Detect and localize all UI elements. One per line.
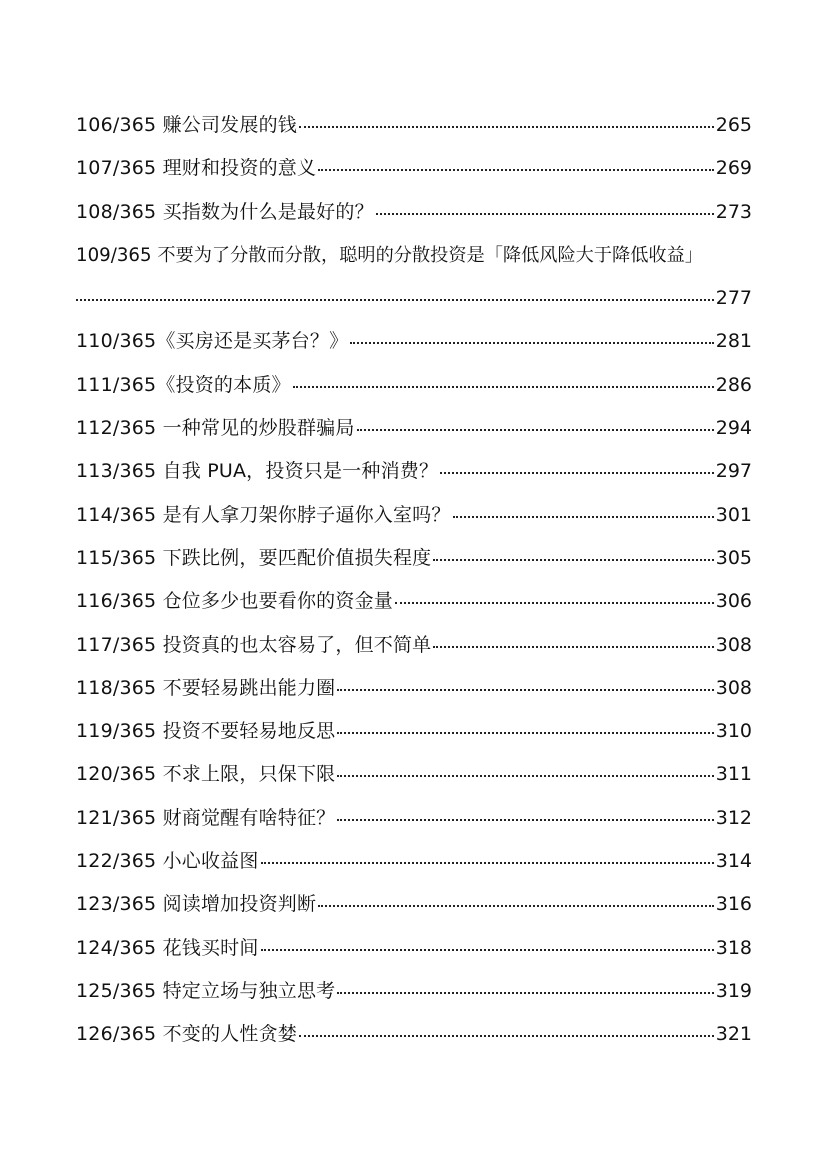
toc-entry[interactable] (76, 927, 752, 970)
dot-leader (337, 689, 713, 691)
toc-entry-title: 113/365 自我 PUA，投资只是一种消费？ (76, 460, 439, 483)
toc-entry[interactable] (76, 320, 752, 363)
dot-leader (357, 429, 714, 431)
dot-leader (299, 126, 714, 128)
toc-entry-title: 107/365 理财和投资的意义 (76, 157, 317, 180)
toc-entry[interactable] (76, 364, 752, 407)
dot-leader (293, 386, 714, 388)
toc-entry-title: 111/365《投资的本质》 (76, 373, 291, 396)
dot-leader (453, 516, 714, 518)
toc-entry-title: 126/365 不变的人性贪婪 (76, 1023, 297, 1046)
dot-leader (337, 992, 713, 994)
toc-entry-page: 316 (715, 893, 752, 916)
toc-entry-page: 294 (715, 417, 752, 440)
toc-entry[interactable] (76, 147, 752, 190)
toc-entry-title: 116/365 仓位多少也要看你的资金量 (76, 590, 393, 613)
toc-entry-page: 319 (715, 979, 752, 1002)
toc-entry-title: 110/365《买房还是买茅台？》 (76, 330, 349, 353)
toc-entry-wrapped[interactable] (76, 234, 752, 321)
dot-leader (318, 905, 714, 907)
toc-entry-title: 117/365 投资真的也太容易了，但不简单 (76, 633, 432, 656)
toc-entry-page: 308 (715, 676, 752, 699)
toc-entry-title: 123/365 阅读增加投资判断 (76, 893, 317, 916)
toc-entry-title: 121/365 财商觉醒有啥特征？ (76, 806, 336, 829)
toc-entry[interactable] (76, 624, 752, 667)
dot-leader (318, 169, 714, 171)
toc-entry[interactable] (76, 1013, 752, 1056)
toc-entry-page: 281 (715, 330, 752, 353)
toc-entry-title: 122/365 小心收益图 (76, 850, 259, 873)
toc-entry-title: 118/365 不要轻易跳出能力圈 (76, 676, 336, 699)
dot-leader (395, 602, 714, 604)
toc-entry-title: 119/365 投资不要轻易地反思 (76, 720, 336, 743)
dot-leader (337, 775, 713, 777)
toc-entry-title: 120/365 不求上限，只保下限 (76, 763, 336, 786)
toc-entry[interactable] (76, 407, 752, 450)
dot-leader (261, 862, 714, 864)
toc-entry-page: 301 (715, 503, 752, 526)
dot-leader (299, 1035, 714, 1037)
toc-entry-page: 312 (715, 806, 752, 829)
toc-entry-page: 305 (715, 546, 752, 569)
toc-entry-page: 286 (715, 373, 752, 396)
toc-entry-title: 115/365 下跌比例，要匹配价值损失程度 (76, 546, 432, 569)
toc-entry-page: 308 (715, 633, 752, 656)
toc-entry-title: 109/365 不要为了分散而分散，聪明的分散投资是「降低风险大于降低收益」 (76, 244, 703, 266)
dot-leader (261, 949, 714, 951)
toc-entry[interactable] (76, 797, 752, 840)
toc-entry[interactable] (76, 191, 752, 234)
toc-entry-page: 314 (715, 850, 752, 873)
table-of-contents (76, 104, 752, 1057)
toc-entry[interactable] (76, 580, 752, 623)
toc-entry-page: 277 (715, 287, 752, 310)
toc-entry[interactable] (76, 970, 752, 1013)
dot-leader (376, 213, 714, 215)
toc-entry-page: 311 (715, 763, 752, 786)
toc-entry-title: 108/365 买指数为什么是最好的？ (76, 200, 374, 223)
toc-entry-page: 306 (715, 590, 752, 613)
dot-leader (337, 819, 713, 821)
toc-entry-title: 106/365 赚公司发展的钱 (76, 114, 297, 136)
toc-entry-page: 273 (715, 200, 752, 223)
toc-entry-title: 124/365 花钱买时间 (76, 936, 259, 959)
dot-leader (337, 732, 713, 734)
toc-entry-title: 112/365 一种常见的炒股群骗局 (76, 417, 355, 440)
toc-entry[interactable] (76, 494, 752, 537)
dot-leader (433, 559, 713, 561)
toc-entry-page: 318 (715, 936, 752, 959)
toc-entry[interactable] (76, 104, 752, 147)
toc-entry-title: 114/365 是有人拿刀架你脖子逼你入室吗？ (76, 503, 451, 526)
toc-entry[interactable] (76, 450, 752, 493)
toc-entry-page: 265 (715, 114, 752, 136)
toc-entry[interactable] (76, 667, 752, 710)
toc-entry-title: 125/365 特定立场与独立思考 (76, 979, 336, 1002)
toc-entry[interactable] (76, 710, 752, 753)
toc-entry-page: 269 (715, 157, 752, 180)
toc-entry-page: 297 (715, 460, 752, 483)
toc-entry[interactable] (76, 537, 752, 580)
dot-leader (440, 472, 714, 474)
dot-leader (433, 646, 713, 648)
toc-entry[interactable] (76, 753, 752, 796)
toc-entry[interactable] (76, 883, 752, 926)
toc-entry[interactable] (76, 840, 752, 883)
dot-leader (76, 299, 714, 301)
toc-entry-page: 321 (715, 1023, 752, 1046)
dot-leader (350, 342, 713, 344)
toc-entry-page: 310 (715, 720, 752, 743)
